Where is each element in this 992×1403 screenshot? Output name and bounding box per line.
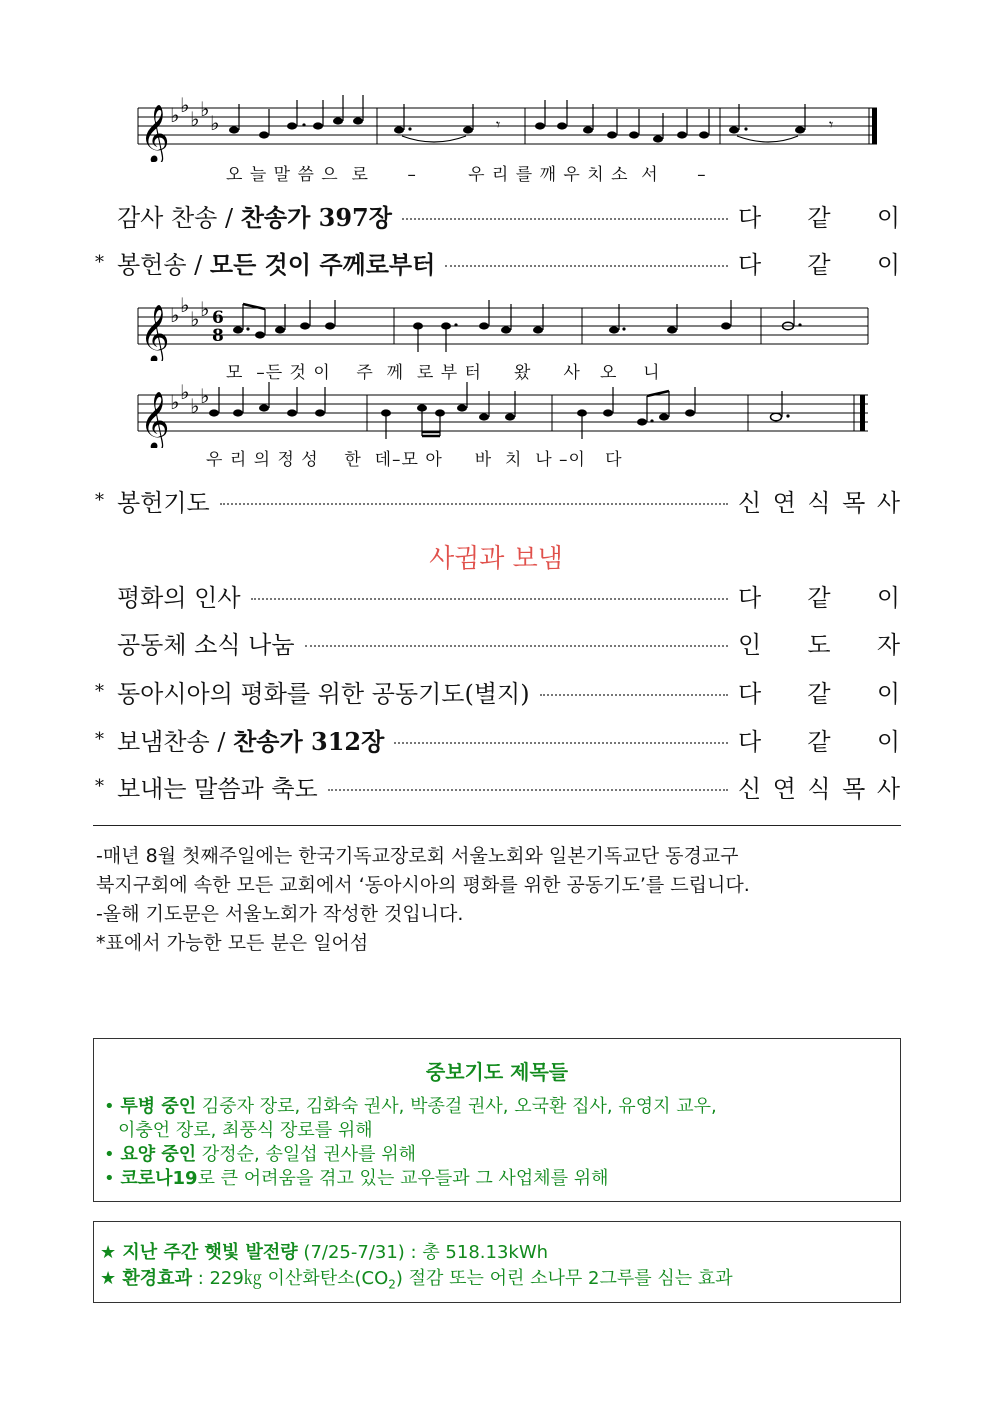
leader-dots — [540, 694, 728, 696]
row-label: 평화의 인사 — [117, 583, 241, 612]
intercession-title: 중보기도 제목들 — [425, 1060, 569, 1084]
leader-dots — [394, 742, 728, 744]
order-row-offertory-prayer — [95, 483, 900, 517]
staff-2-lyrics: 모 –든 것 이 주 께 로 부 터 왔 사 오 니 — [226, 363, 661, 383]
time-signature-bottom: 8 — [212, 326, 224, 346]
standing-mark: * — [95, 251, 104, 273]
section-title: 사귐과 보냄 — [429, 544, 563, 574]
staff-1-svg — [134, 92, 879, 162]
svg-text:𝄾: 𝄾 — [829, 115, 834, 134]
notes-block — [96, 842, 750, 958]
svg-text:♭: ♭ — [190, 394, 200, 418]
svg-text:♭: ♭ — [180, 93, 190, 117]
staff-1-lyrics: 오 늘 말 씀 으 로 – 우 리 를 깨 우 치 소 서 – — [226, 165, 707, 185]
svg-text:♭: ♭ — [190, 307, 200, 331]
staff-3-lyrics: 우 리 의 정 성 한 데–모 아 바 치 나 –이 다 — [206, 450, 623, 470]
order-row-common-prayer — [95, 674, 900, 708]
order-row-benediction — [95, 769, 900, 803]
row-performer: 신 연 식 목 사 — [738, 488, 900, 517]
row-performer: 다 같 이 — [738, 679, 900, 708]
leader-dots — [220, 503, 728, 505]
leader-dots — [251, 598, 728, 600]
svg-text:♭: ♭ — [200, 97, 210, 121]
svg-text:♭: ♭ — [200, 297, 210, 321]
standing-mark: * — [95, 728, 104, 750]
row-label: 감사 찬송 / 찬송가 397장 — [117, 202, 392, 232]
intercession-item-cont: 이충언 장로, 최풍식 장로를 위해 — [118, 1120, 373, 1141]
row-label: 봉헌송 / 모든 것이 주께로부터 — [117, 249, 436, 279]
svg-text:♭: ♭ — [200, 384, 210, 408]
row-performer: 인 도 자 — [738, 630, 900, 659]
svg-text:𝄞: 𝄞 — [140, 304, 170, 361]
music-staff-1 — [134, 92, 879, 162]
staff-2-svg — [134, 293, 874, 361]
intercession-list — [104, 1095, 900, 1191]
row-performer: 다 같 이 — [738, 583, 900, 612]
note-line: 북지구회에 속한 모든 교회에서 ‘동아시아의 평화를 위한 공동기도’를 드립니다. — [96, 874, 750, 896]
solar-generation-line: ★ 지난 주간 햇빛 발전량 (7/25-7/31) : 총 518.13kWh — [100, 1242, 549, 1263]
leader-dots — [328, 789, 728, 791]
intercession-item: • 코로나19로 큰 어려움을 겪고 있는 교우들과 그 사업체를 위해 — [104, 1168, 609, 1189]
row-label: 동아시아의 평화를 위한 공동기도(별지) — [117, 679, 530, 708]
leader-dots — [445, 265, 728, 267]
standing-mark: * — [95, 775, 104, 797]
intercession-item: • 요양 중인 강정순, 송일섭 권사를 위해 — [104, 1144, 417, 1165]
order-row-offertory-song — [95, 245, 900, 279]
standing-mark: * — [95, 489, 104, 511]
solar-box — [93, 1221, 901, 1303]
leader-dots — [305, 645, 728, 647]
row-label: 봉헌기도 — [117, 488, 210, 517]
svg-text:𝄾: 𝄾 — [496, 115, 501, 134]
row-performer: 다 같 이 — [738, 203, 900, 232]
svg-text:♭: ♭ — [170, 103, 180, 127]
svg-text:♭: ♭ — [180, 380, 190, 404]
svg-text:♭: ♭ — [170, 390, 180, 414]
row-label: 공동체 소식 나눔 — [117, 630, 295, 659]
note-line: -매년 8월 첫째주일에는 한국기독교장로회 서울노회와 일본기독교단 동경교구 — [96, 845, 739, 867]
standing-mark: * — [95, 680, 104, 702]
row-label: 보냄찬송 / 찬송가 312장 — [117, 726, 385, 756]
order-row-sending-hymn — [95, 722, 900, 756]
intercession-item: • 투병 중인 김중자 장로, 김화숙 권사, 박종걸 권사, 오국환 집사, 유영지 교우, — [104, 1096, 717, 1117]
intercession-box — [93, 1038, 901, 1202]
svg-text:♭: ♭ — [210, 111, 220, 135]
row-performer: 신 연 식 목 사 — [738, 774, 900, 803]
svg-text:♭: ♭ — [170, 303, 180, 327]
order-row-community-news — [95, 625, 900, 659]
staff-3-svg — [134, 380, 874, 448]
order-row-thanksgiving-hymn — [95, 198, 900, 232]
leader-dots — [402, 218, 728, 220]
svg-text:𝄞: 𝄞 — [140, 391, 170, 448]
order-row-peace-greeting — [95, 578, 900, 612]
music-staff-3 — [134, 380, 874, 448]
note-line: -올해 기도문은 서울노회가 작성한 것입니다. — [96, 903, 464, 925]
solar-effect-line: ★ 환경효과 : 229㎏ 이산화탄소$(CO_2)$ 절감 또는 어린 소나무 2그루를 심는 효과 — [100, 1268, 733, 1292]
svg-text:♭: ♭ — [190, 107, 200, 131]
row-performer: 다 같 이 — [738, 727, 900, 756]
note-line: *표에서 가능한 모든 분은 일어섬 — [96, 932, 369, 954]
svg-text:♭: ♭ — [180, 293, 190, 317]
time-signature-top: 6 — [212, 308, 224, 328]
row-label: 보내는 말씀과 축도 — [117, 774, 318, 803]
music-staff-2 — [134, 293, 874, 361]
row-performer: 다 같 이 — [738, 250, 900, 279]
svg-text:𝄞: 𝄞 — [140, 104, 170, 162]
divider — [93, 825, 901, 826]
